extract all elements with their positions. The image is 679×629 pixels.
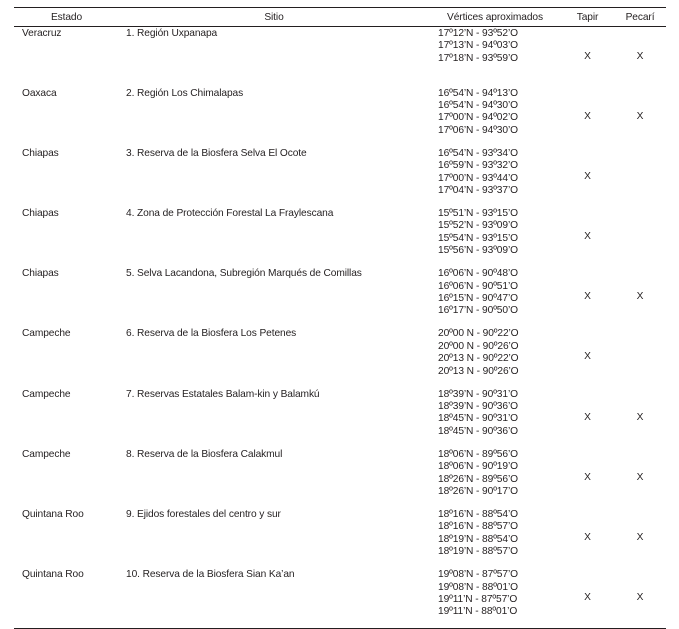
- table-row: [14, 87, 666, 147]
- cell-estado: Campeche: [22, 448, 71, 460]
- cell-estado: Campeche: [22, 328, 71, 340]
- vertex-coordinate: 17º12’N - 93º52’O: [438, 28, 518, 39]
- cell-sitio: 4. Zona de Protección Forestal La Fraylescana: [126, 208, 334, 220]
- vertex-coordinate: 20º13 N - 90º26’O: [438, 365, 519, 377]
- vertex-coordinate: 17º00’N - 93º44’O: [438, 172, 518, 184]
- cell-pecari: [614, 207, 666, 267]
- vertex-coordinate: 20º00 N - 90º26’O: [438, 340, 519, 352]
- cell-estado: Chiapas: [22, 268, 59, 280]
- cell-pecari: X: [636, 531, 644, 543]
- cell-vertices: [429, 147, 561, 207]
- header-estado: Estado: [14, 8, 119, 27]
- vertex-coordinate: 18º45’N - 90º31’O: [438, 413, 518, 425]
- vertex-coordinate: 18º19’N - 88º57’O: [438, 546, 518, 558]
- cell-vertices: [429, 27, 561, 87]
- cell-tapir: X: [584, 291, 591, 303]
- cell-sitio: 7. Reservas Estatales Balam-kin y Balamkú: [126, 388, 320, 400]
- cell-sitio: 3. Reserva de la Biosfera Selva El Ocote: [126, 147, 307, 159]
- cell-sitio: 8. Reserva de la Biosfera Calakmul: [126, 448, 283, 460]
- table-row: [14, 207, 666, 267]
- cell-pecari: X: [636, 471, 644, 483]
- cell-sitio: 5. Selva Lacandona, Subregión Marqués de Comillas: [126, 268, 362, 280]
- table-row: [14, 327, 666, 387]
- cell-sitio: 1. Región Uxpanapa: [126, 28, 218, 39]
- cell-tapir: X: [584, 531, 591, 543]
- vertex-coordinate: 18º26’N - 89º56’O: [438, 473, 518, 485]
- cell-pecari: X: [636, 110, 644, 122]
- header-pecari: Pecarí: [614, 8, 666, 27]
- vertex-coordinate: 18º06’N - 90º19’O: [438, 461, 518, 473]
- vertex-coordinate: 18º39’N - 90º36’O: [438, 401, 518, 413]
- header-vertices: Vértices aproximados: [429, 8, 561, 27]
- header-sitio: Sitio: [119, 8, 429, 27]
- vertex-coordinate: 15º54’N - 93º15’O: [438, 232, 518, 244]
- vertex-coordinate: 18º16’N - 88º57’O: [438, 521, 518, 533]
- vertex-coordinate: 19º08’N - 87º57’O: [438, 569, 518, 581]
- cell-tapir: X: [584, 471, 591, 483]
- cell-vertices: [429, 568, 561, 628]
- table-row: [14, 568, 666, 628]
- cell-sitio: 2. Región Los Chimalapas: [126, 87, 244, 99]
- cell-tapir: X: [584, 170, 591, 182]
- cell-pecari: X: [614, 568, 666, 628]
- vertex-coordinate: 19º08’N - 88º01’O: [438, 581, 518, 593]
- vertex-coordinate: 16º15’N - 90º47’O: [438, 293, 518, 305]
- vertex-coordinate: 19º11’N - 88º01’O: [438, 606, 518, 618]
- cell-pecari: [614, 327, 666, 387]
- cell-vertices: [429, 87, 561, 147]
- table-row: [14, 388, 666, 448]
- vertex-coordinate: 17º18’N - 93º59’O: [438, 52, 518, 64]
- cell-tapir: X: [584, 50, 591, 62]
- cell-vertices: [429, 388, 561, 448]
- table-row: [14, 27, 666, 87]
- vertex-coordinate: 16º59’N - 93º32’O: [438, 160, 518, 172]
- table-row: [14, 147, 666, 207]
- vertex-coordinate: 15º51’N - 93º15’O: [438, 208, 518, 220]
- cell-vertices: [429, 327, 561, 387]
- vertex-coordinate: 16º54’N - 94º30’O: [438, 100, 518, 112]
- cell-estado: Campeche: [22, 388, 71, 400]
- table-header-row: [14, 8, 666, 27]
- sites-table: [14, 7, 666, 629]
- vertex-coordinate: 15º56’N - 93º09’O: [438, 245, 518, 257]
- cell-estado: Quintana Roo: [14, 568, 119, 628]
- cell-tapir: X: [584, 230, 591, 242]
- cell-sitio: 9. Ejidos forestales del centro y sur: [126, 509, 281, 520]
- cell-vertices: [429, 207, 561, 267]
- table-body: [14, 27, 666, 629]
- cell-sitio: 6. Reserva de la Biosfera Los Petenes: [126, 328, 297, 340]
- vertex-coordinate: 15º52’N - 93º09’O: [438, 220, 518, 232]
- cell-vertices: [429, 267, 561, 327]
- cell-pecari: [614, 147, 666, 207]
- cell-tapir: X: [584, 411, 591, 423]
- vertex-coordinate: 16º17’N - 90º50’O: [438, 305, 518, 317]
- vertex-coordinate: 17º00’N - 94º02’O: [438, 112, 518, 124]
- vertex-coordinate: 18º19’N - 88º54’O: [438, 533, 518, 545]
- cell-estado: Oaxaca: [22, 87, 57, 99]
- header-tapir: Tapir: [561, 8, 614, 27]
- table-row: [14, 508, 666, 568]
- vertex-coordinate: 17º04’N - 93º37’O: [438, 185, 518, 197]
- cell-pecari: X: [636, 50, 644, 62]
- cell-pecari: X: [636, 291, 644, 303]
- cell-estado: Quintana Roo: [22, 509, 84, 520]
- vertex-coordinate: 16º54’N - 94º13’O: [438, 87, 518, 99]
- cell-estado: Chiapas: [22, 147, 59, 159]
- vertex-coordinate: 17º13’N - 94º03’O: [438, 40, 518, 52]
- vertex-coordinate: 18º06’N - 89º56’O: [438, 448, 518, 460]
- vertex-coordinate: 20º13 N - 90º22’O: [438, 353, 519, 365]
- table-row: [14, 267, 666, 327]
- vertex-coordinate: 18º39’N - 90º31’O: [438, 388, 518, 400]
- cell-vertices: [429, 448, 561, 508]
- cell-sitio: 10. Reserva de la Biosfera Sian Ka’an: [119, 568, 429, 628]
- cell-vertices: [429, 508, 561, 568]
- vertex-coordinate: 20º00 N - 90º22’O: [438, 328, 519, 340]
- vertex-coordinate: 18º26’N - 90º17’O: [438, 485, 518, 497]
- vertex-coordinate: 16º06’N - 90º51’O: [438, 280, 518, 292]
- cell-tapir: X: [561, 568, 614, 628]
- table-row: [14, 448, 666, 508]
- vertex-coordinate: 18º16’N - 88º54’O: [438, 509, 518, 520]
- vertex-coordinate: 16º54’N - 93º34’O: [438, 147, 518, 159]
- vertex-coordinate: 19º11’N - 87º57’O: [438, 593, 518, 605]
- vertex-coordinate: 16º06’N - 90º48’O: [438, 268, 518, 280]
- cell-estado: Chiapas: [22, 208, 59, 220]
- vertex-coordinate: 18º45’N - 90º36’O: [438, 425, 518, 437]
- cell-pecari: X: [636, 411, 644, 423]
- vertex-coordinate: 17º06’N - 94º30’O: [438, 124, 518, 136]
- cell-tapir: X: [584, 351, 591, 363]
- cell-estado: Veracruz: [22, 28, 62, 39]
- cell-tapir: X: [584, 110, 591, 122]
